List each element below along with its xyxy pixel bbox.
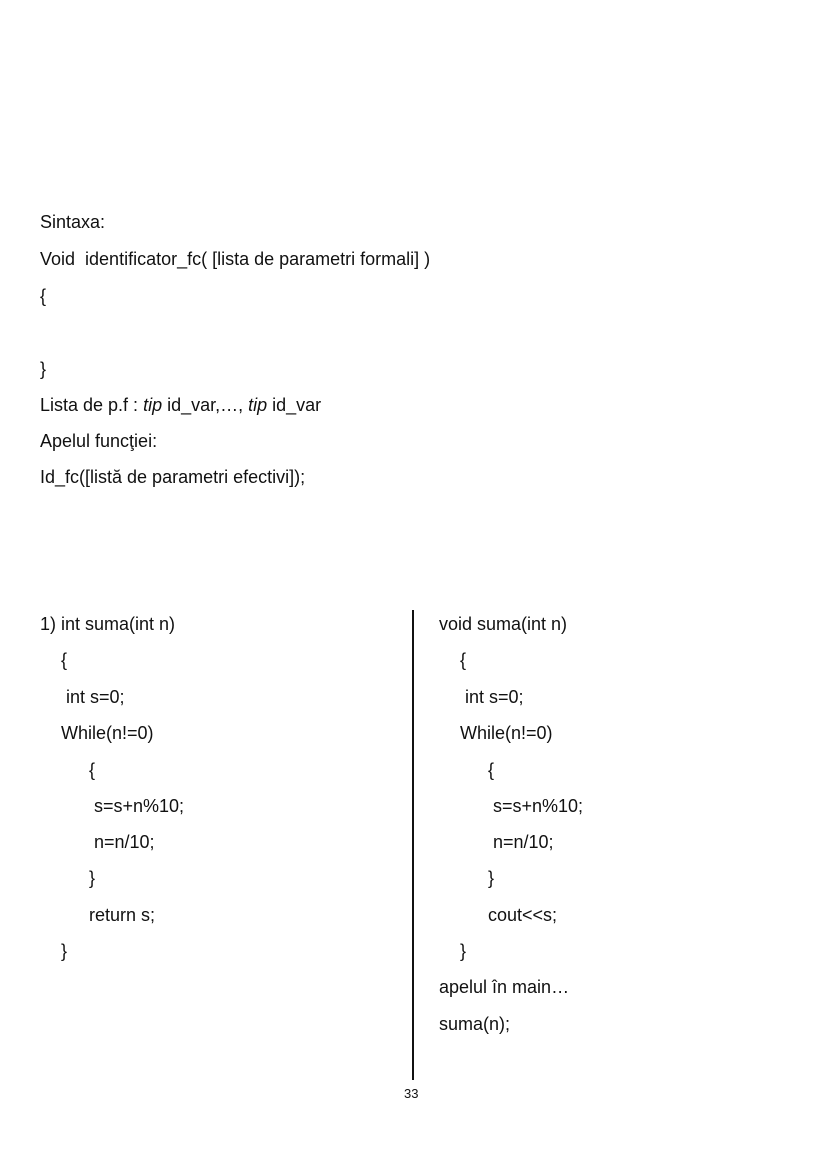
code-line: {	[460, 650, 467, 670]
code-line: }	[61, 941, 68, 961]
params-prefix: Lista de p.f :	[40, 395, 144, 415]
code-line: }	[89, 868, 96, 888]
syntax-open-brace: {	[40, 286, 47, 306]
code-line: int s=0;	[66, 687, 125, 707]
syntax-heading: Sintaxa:	[40, 212, 106, 232]
code-line: s=s+n%10;	[94, 796, 185, 816]
code-line: cout<<s;	[488, 905, 558, 925]
code-line: s=s+n%10;	[493, 796, 584, 816]
syntax-signature: Void identificator_fc( [lista de parametri formali] )	[40, 249, 431, 269]
column-divider	[412, 610, 414, 1080]
call-syntax: Id_fc([listă de parametri efectivi]);	[40, 467, 306, 487]
code-line: n=n/10;	[94, 832, 155, 852]
code-line: apelul în main…	[439, 977, 570, 997]
code-line: While(n!=0)	[460, 723, 553, 743]
code-line: {	[89, 760, 96, 780]
params-middle: id_var,…,	[162, 395, 249, 415]
code-line: int s=0;	[465, 687, 524, 707]
syntax-close-brace: }	[40, 359, 47, 379]
params-end: id_var	[267, 395, 322, 415]
params-tip-2: tip	[248, 395, 268, 415]
code-line: void suma(int n)	[439, 614, 568, 634]
code-line: 1) int suma(int n)	[40, 614, 176, 634]
code-line: }	[488, 868, 495, 888]
call-heading: Apelul funcţiei:	[40, 431, 158, 451]
code-line: }	[460, 941, 467, 961]
params-tip-1: tip	[143, 395, 163, 415]
code-line: return s;	[89, 905, 156, 925]
code-line: {	[61, 650, 68, 670]
code-line: n=n/10;	[493, 832, 554, 852]
code-line: {	[488, 760, 495, 780]
formal-params-line	[40, 394, 321, 416]
code-line: While(n!=0)	[61, 723, 154, 743]
code-line: suma(n);	[439, 1014, 511, 1034]
page-number: 33	[404, 1086, 419, 1101]
